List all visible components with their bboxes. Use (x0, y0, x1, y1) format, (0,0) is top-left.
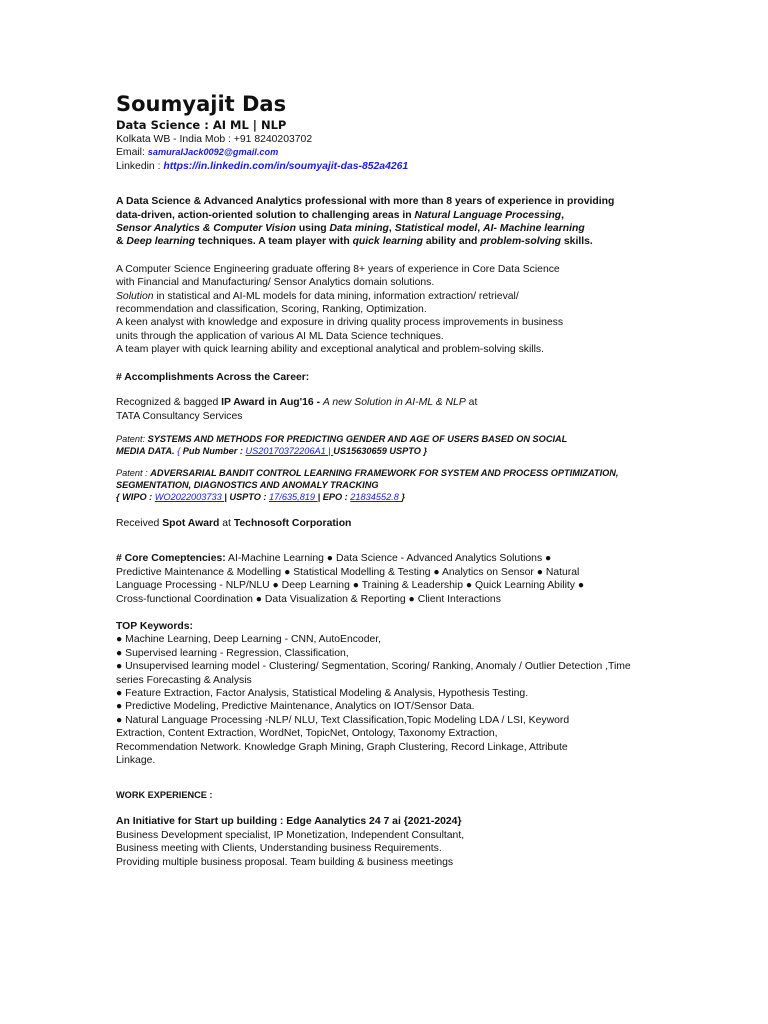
patent-title: ADVERSARIAL BANDIT CONTROL LEARNING FRAMEWORK FOR SYSTEM AND PROCESS OPTIMIZATION, (150, 467, 619, 478)
summary-emphasis: Data mining (329, 223, 389, 235)
profile-line: recommendation and classification, Scoring, Ranking, Optimization. (116, 304, 427, 316)
profile-line: A Computer Science Engineering graduate offering 8+ years of experience in Core Data Science (116, 263, 560, 275)
summary-line (116, 235, 656, 248)
email-label: Email: (116, 147, 145, 159)
patent-separator: | (328, 445, 334, 456)
summary-emphasis: Sensor Analytics & Computer Vision (116, 223, 296, 235)
patent-brace: } (401, 491, 405, 502)
patent-2 (116, 467, 656, 503)
summary-text: skills. (561, 236, 593, 248)
keyword-line: ● Natural Language Processing -NLP/ NLU, Text Classification,Topic Modeling LDA / LSI, Keyword (116, 714, 570, 726)
summary-text: using (295, 223, 330, 235)
keyword-line: Extraction, Content Extraction, WordNet, TopicNet, Ontology, Taxonomy Extraction, (116, 728, 498, 740)
patent-epo-link[interactable]: 21834552.8 (350, 491, 402, 502)
patent-pub-link[interactable]: US20170372206A1 (245, 445, 329, 456)
patent-wipo-link[interactable]: WO2022003733 (154, 491, 225, 502)
ip-award-text: at (465, 397, 478, 409)
patent-uspto-label: | USPTO : (224, 491, 270, 502)
spot-award-text: at (219, 517, 234, 529)
ip-award (116, 396, 656, 423)
profile-line: A keen analyst with knowledge and exposure in driving quality process improvements in business (116, 317, 564, 329)
keyword-line: ● Supervised learning - Regression, Classification, (116, 647, 349, 659)
competency-text: AI-Machine Learning ● Data Science - Advanced Analytics Solutions ● (225, 553, 552, 565)
patent-wipo-label: { WIPO : (116, 491, 155, 502)
patent-us-number: US15630659 USPTO } (333, 445, 428, 456)
patent-2-line (116, 467, 656, 479)
profile-line: units through the application of various AI ML Data Science techniques. (116, 330, 444, 342)
profile-line: with Financial and Manufacturing/ Sensor Analytics domain solutions. (116, 277, 435, 289)
job-detail-line: Business Development specialist, IP Monetization, Independent Consultant, (116, 829, 465, 841)
keyword-line: ● Predictive Modeling, Predictive Maintenance, Analytics on IOT/Sensor Data. (116, 701, 475, 713)
job-details (116, 829, 656, 869)
summary-line (116, 209, 656, 222)
profile-paragraph (116, 263, 656, 357)
keyword-line: ● Unsupervised learning model - Clustering/ Segmentation, Scoring/ Ranking, Anomaly / Outlier Detection ,Time (116, 661, 631, 673)
spot-award-company: Technosoft Corporation (233, 517, 352, 529)
keywords-list (116, 633, 656, 767)
keyword-line: Recommendation Network. Knowledge Graph Mining, Graph Clustering, Record Linkage, Attribute (116, 741, 568, 753)
patent-title: SYSTEMS AND METHODS FOR PREDICTING GENDER AND AGE OF USERS BASED ON SOCIAL (147, 433, 568, 444)
competency-line: Cross-functional Coordination ● Data Visualization & Reporting ● Client Interactions (116, 593, 501, 605)
ip-award-text: Recognized & bagged (116, 397, 222, 409)
patent-1-line (116, 433, 656, 445)
keyword-line: ● Feature Extraction, Factor Analysis, Statistical Modeling & Analysis, Hypothesis Testing. (116, 687, 529, 699)
profile-line: A team player with quick learning ability and exceptional analytical and problem-solving skills. (116, 344, 544, 356)
ip-award-solution: A new Solution in AI-ML & NLP (322, 397, 466, 409)
candidate-name: Soumyajit Das (116, 92, 287, 116)
core-competencies (116, 552, 656, 606)
patent-uspto-link[interactable]: 17/635,819 (269, 491, 318, 502)
linkedin-link[interactable]: https://in.linkedin.com/in/soumyajit-das-852a4261 (163, 160, 409, 172)
linkedin-label: Linkedin : (116, 160, 164, 172)
patent-brace: { (177, 445, 183, 456)
profile-line (116, 290, 656, 303)
summary-paragraph (116, 195, 656, 249)
email-link[interactable]: samuraIJack0092@gmail.com (147, 147, 279, 158)
summary-text: , (388, 223, 395, 235)
location-phone: Kolkata WB - India Mob : +91 8240203702 (116, 134, 313, 145)
patent-title: MEDIA DATA. (116, 445, 178, 456)
spot-award (116, 517, 656, 530)
spot-award-title: Spot Award (162, 517, 220, 529)
competency-line: Predictive Maintenance & Modelling ● Statistical Modelling & Testing ● Analytics on Sensor ● Natural (116, 566, 580, 578)
patent-2-title-line: SEGMENTATION, DIAGNOSTICS AND ANOMALY TRACKING (116, 479, 379, 490)
summary-text: data-driven, action-oriented solution to challenging areas in (116, 209, 415, 221)
patent-1-line (116, 445, 656, 457)
summary-text: , (561, 209, 565, 221)
competencies-heading: # Core Comeptencies: (116, 553, 226, 565)
summary-emphasis: Statistical model (394, 223, 478, 235)
summary-text: & (116, 236, 127, 248)
headline: Data Science : AI ML | NLP (116, 118, 287, 132)
summary-emphasis: Deep learning (126, 236, 196, 248)
patent-pub-label: Pub Number : (182, 445, 246, 456)
summary-text: techniques. A team player with (195, 236, 353, 248)
summary-emphasis: quick learning (352, 236, 424, 248)
spot-award-text: Received (116, 517, 163, 529)
patent-epo-label: | EPO : (317, 491, 351, 502)
email-line (116, 146, 656, 159)
summary-emphasis: AI- Machine learning (483, 223, 585, 235)
ip-award-line (116, 396, 656, 409)
profile-text: in statistical and AI-ML models for data mining, information extraction/ retrieval/ (153, 290, 519, 302)
ip-award-company: TATA Consultancy Services (116, 410, 243, 422)
linkedin-line (116, 160, 656, 173)
work-experience-heading: WORK EXPERIENCE : (116, 790, 213, 801)
ip-award-title: IP Award in Aug'16 - (221, 397, 323, 409)
patent-label: Patent: (116, 433, 148, 444)
summary-line (116, 222, 656, 235)
job-detail-line: Providing multiple business proposal. Team building & business meetings (116, 856, 454, 868)
job-title: An Initiative for Start up building : Edge Aanalytics 24 7 ai {2021-2024} (116, 816, 462, 828)
patent-label: Patent : (116, 467, 151, 478)
patent-1 (116, 433, 656, 457)
competency-line (116, 552, 656, 565)
summary-emphasis: Natural Language Processing (414, 209, 562, 221)
keyword-line: series Forecasting & Analysis (116, 674, 252, 686)
job-detail-line: Business meeting with Clients, Understanding business Requirements. (116, 843, 442, 855)
summary-text: , (477, 223, 484, 235)
keywords-heading: TOP Keywords: (116, 620, 193, 632)
accomplishments-heading: # Accomplishments Across the Career: (116, 371, 310, 383)
summary-text: ability and (423, 236, 481, 248)
profile-emphasis: Solution (116, 290, 154, 302)
summary-line: A Data Science & Advanced Analytics professional with more than 8 years of experience in providing (116, 196, 615, 208)
summary-emphasis: problem-solving (480, 236, 562, 248)
keyword-line: ● Machine Learning, Deep Learning - CNN, AutoEncoder, (116, 634, 382, 646)
patent-2-line (116, 491, 656, 503)
resume-document (116, 90, 656, 869)
competency-line: Language Processing - NLP/NLU ● Deep Learning ● Training & Leadership ● Quick Learning Ability ● (116, 580, 585, 592)
keyword-line: Linkage. (116, 755, 156, 766)
